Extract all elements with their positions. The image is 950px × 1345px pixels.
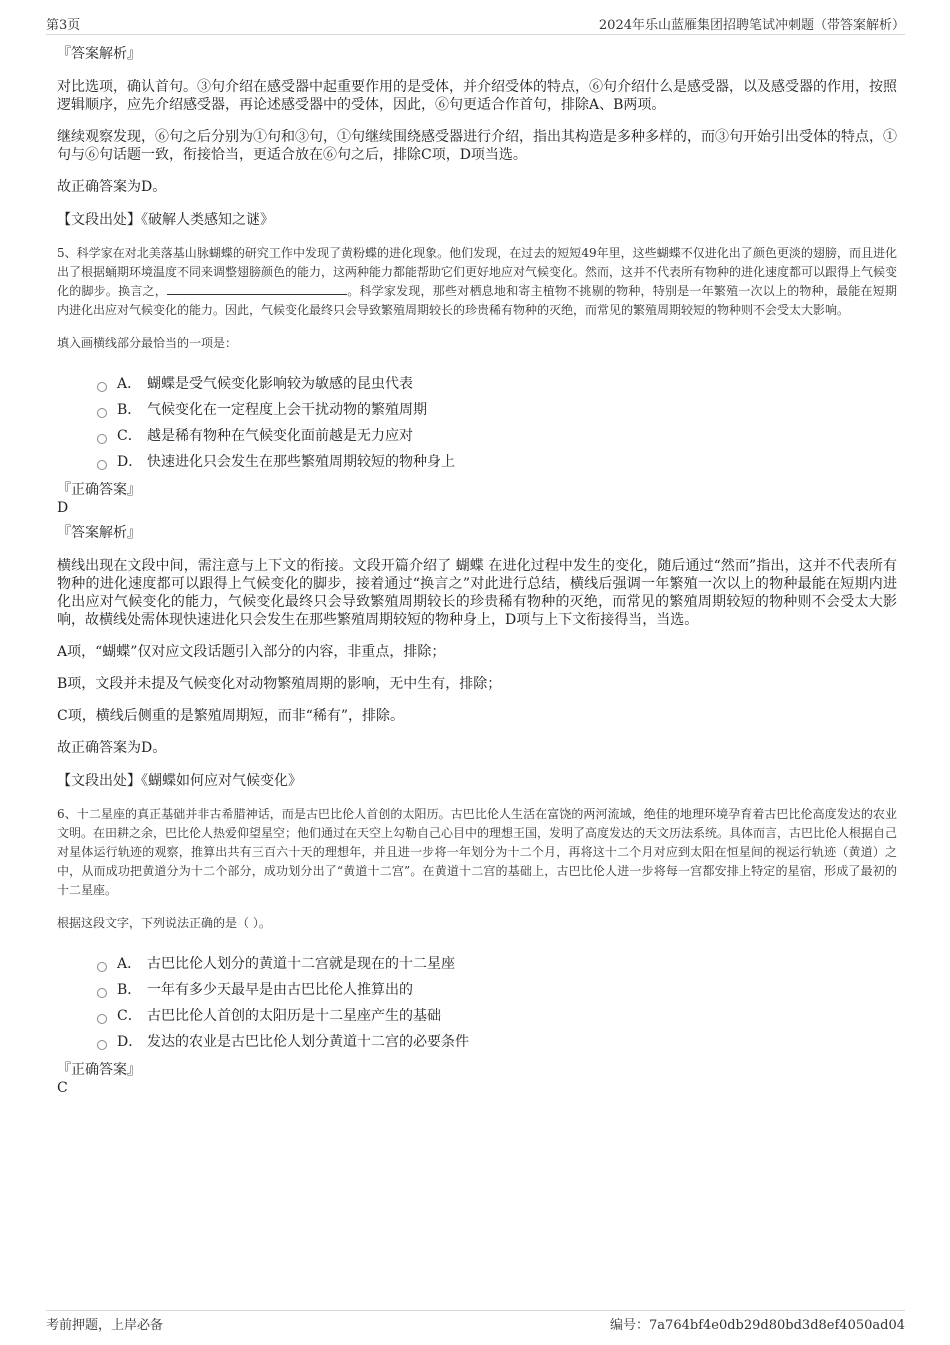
option-b[interactable]: B． 气候变化在一定程度上会干扰动物的繁殖周期 xyxy=(97,397,897,423)
option-a[interactable]: A． 蝴蝶是受气候变化影响较为敏感的昆虫代表 xyxy=(97,371,897,397)
correct-answer-label: 『正确答案』 xyxy=(57,482,141,498)
document-title: 2024年乐山蓝雁集团招聘笔试冲刺题（带答案解析） xyxy=(598,18,905,33)
analysis-label: 『答案解析』 xyxy=(57,46,141,62)
source-citation: 【文段出处】《蝴蝶如何应对气候变化》 xyxy=(57,773,302,789)
radio-icon[interactable] xyxy=(97,1014,107,1024)
option-list xyxy=(97,951,897,1055)
correct-answer-label: 『正确答案』 xyxy=(57,1062,141,1078)
source-citation: 【文段出处】《破解人类感知之谜》 xyxy=(57,212,274,228)
question-4-tail xyxy=(57,44,897,230)
page-footer xyxy=(46,1310,905,1333)
option-a[interactable]: A． 古巴比伦人划分的黄道十二宫就是现在的十二星座 xyxy=(97,951,897,977)
footer-slogan: 考前押题，上岸必备 xyxy=(46,1318,164,1333)
correct-answer: C xyxy=(57,1080,68,1096)
document-body xyxy=(57,44,897,1103)
analysis-paragraph: 对比选项，确认首句。③句介绍在感受器中起重要作用的是受体，并介绍受体的特点，⑥句介绍什么是感受器，以及感受器的作用，按照逻辑顺序，应先介绍感受器，再论述感受器中的受体，因此，⑥句更适合作首句，排除A、B两项。 xyxy=(57,79,897,113)
analysis-option-c: C项，横线后侧重的是繁殖周期短，而非“稀有”，排除。 xyxy=(57,708,405,724)
question-6 xyxy=(57,805,897,1097)
radio-icon[interactable] xyxy=(97,988,107,998)
analysis-label: 『答案解析』 xyxy=(57,525,141,541)
option-b[interactable]: B． 一年有多少天最早是由古巴比伦人推算出的 xyxy=(97,977,897,1003)
option-c[interactable]: C． 越是稀有物种在气候变化面前越是无力应对 xyxy=(97,423,897,449)
document-code: 编号：7a764bf4e0db29d80bd3d8ef4050ad04 xyxy=(610,1318,905,1333)
option-d[interactable]: D． 发达的农业是古巴比伦人划分黄道十二宫的必要条件 xyxy=(97,1029,897,1055)
option-list xyxy=(97,371,897,475)
question-5 xyxy=(57,244,897,791)
answer-conclusion: 故正确答案为D。 xyxy=(57,740,167,756)
fill-blank-line xyxy=(167,282,347,295)
question-prompt: 填入画横线部分最恰当的一项是： xyxy=(57,336,238,350)
analysis-paragraph: 继续观察发现，⑥句之后分别为①句和③句，①句继续围绕感受器进行介绍，指出其构造是多种多样的，而③句开始引出受体的特点，①句与⑥句话题一致，衔接恰当，更适合放在⑥句之后，排除C项，D项当选。 xyxy=(57,129,897,163)
answer-conclusion: 故正确答案为D。 xyxy=(57,179,167,195)
radio-icon[interactable] xyxy=(97,1040,107,1050)
radio-icon[interactable] xyxy=(97,434,107,444)
radio-icon[interactable] xyxy=(97,382,107,392)
analysis-option-a: A项，“蝴蝶”仅对应文段话题引入部分的内容，非重点，排除； xyxy=(57,644,446,660)
question-text: 6、十二星座的真正基础并非古希腊神话，而是古巴比伦人首创的太阳历。古巴比伦人生活在富饶的两河流域，绝佳的地理环境孕育着古巴比伦高度发达的农业文明。在田耕之余，巴比伦人热爱仰望星空；他们通过在天空上勾勒自己心目中的理想王国，发明了高度发达的天文历法系统。具体而言，古巴比伦人根据自己对星体运行轨迹的观察，推算出共有三百六十天的理想年，并且进一步将一年划分为十二个月，再将这十二个月对应到太阳在恒星间的视运行轨迹（黄道）之中，从而成功把黄道分为十二个部分，成功划分出了“黄道十二宫”。在黄道十二宫的基础上，古巴比伦人进一步将每一宫都安排上特定的星宿，形成了最初的十二星座。 xyxy=(57,807,898,897)
analysis-paragraph: 横线出现在文段中间，需注意与上下文的衔接。文段开篇介绍了 蝴蝶 在进化过程中发生的变化，随后通过“然而”指出，这并不代表所有物种的进化速度都可以跟得上气候变化的脚步，接着通过“换言之”对此进行总结，横线后强调一年繁殖一次以上的物种最能在短期内进化出应对气候变化的能力，气候变化最终只会导致繁殖周期较长的珍贵稀有物种的灭绝，而常见的繁殖周期较短的物种则不会受太大影响，故横线处需体现快速进化只会发生在那些繁殖周期较短的物种身上，D项与上下文衔接得当，当选。 xyxy=(57,558,897,628)
option-c[interactable]: C． 古巴比伦人首创的太阳历是十二星座产生的基础 xyxy=(97,1003,897,1029)
radio-icon[interactable] xyxy=(97,460,107,470)
radio-icon[interactable] xyxy=(97,408,107,418)
radio-icon[interactable] xyxy=(97,962,107,972)
correct-answer: D xyxy=(57,500,69,516)
analysis-option-b: B项，文段并未提及气候变化对动物繁殖周期的影响，无中生有，排除； xyxy=(57,676,502,692)
option-d[interactable]: D． 快速进化只会发生在那些繁殖周期较短的物种身上 xyxy=(97,449,897,475)
question-prompt: 根据这段文字，下列说法正确的是（ ）。 xyxy=(57,916,271,930)
question-text: 5、科学家在对北美落基山脉蝴蝶的研究工作中发现了黄粉蝶的进化现象。他们发现，在过去的短短49年里，这些蝴蝶不仅进化出了颜色更淡的翅膀，而且进化出了根据蛹期环境温度不同来调整翅膀颜色的能力，这两种能力都能帮助它们更好地应对气候变化。然而，这并不代表所有物种的进化速度都可以跟得上气候变化的脚步。换言之， 。科学家发现，那些对栖息地和寄主植物不挑剔的物种，特别是一年繁殖一次以上的物种，最能在短期内进化出应对气候变化的能力。因此，气候变化最终只会导致繁殖周期较长的珍贵稀有物种的灭绝，而常见的繁殖周期较短的物种则不会受太大影响。 xyxy=(57,246,898,317)
page-number: 第3页 xyxy=(46,18,81,33)
page-header xyxy=(46,12,905,35)
